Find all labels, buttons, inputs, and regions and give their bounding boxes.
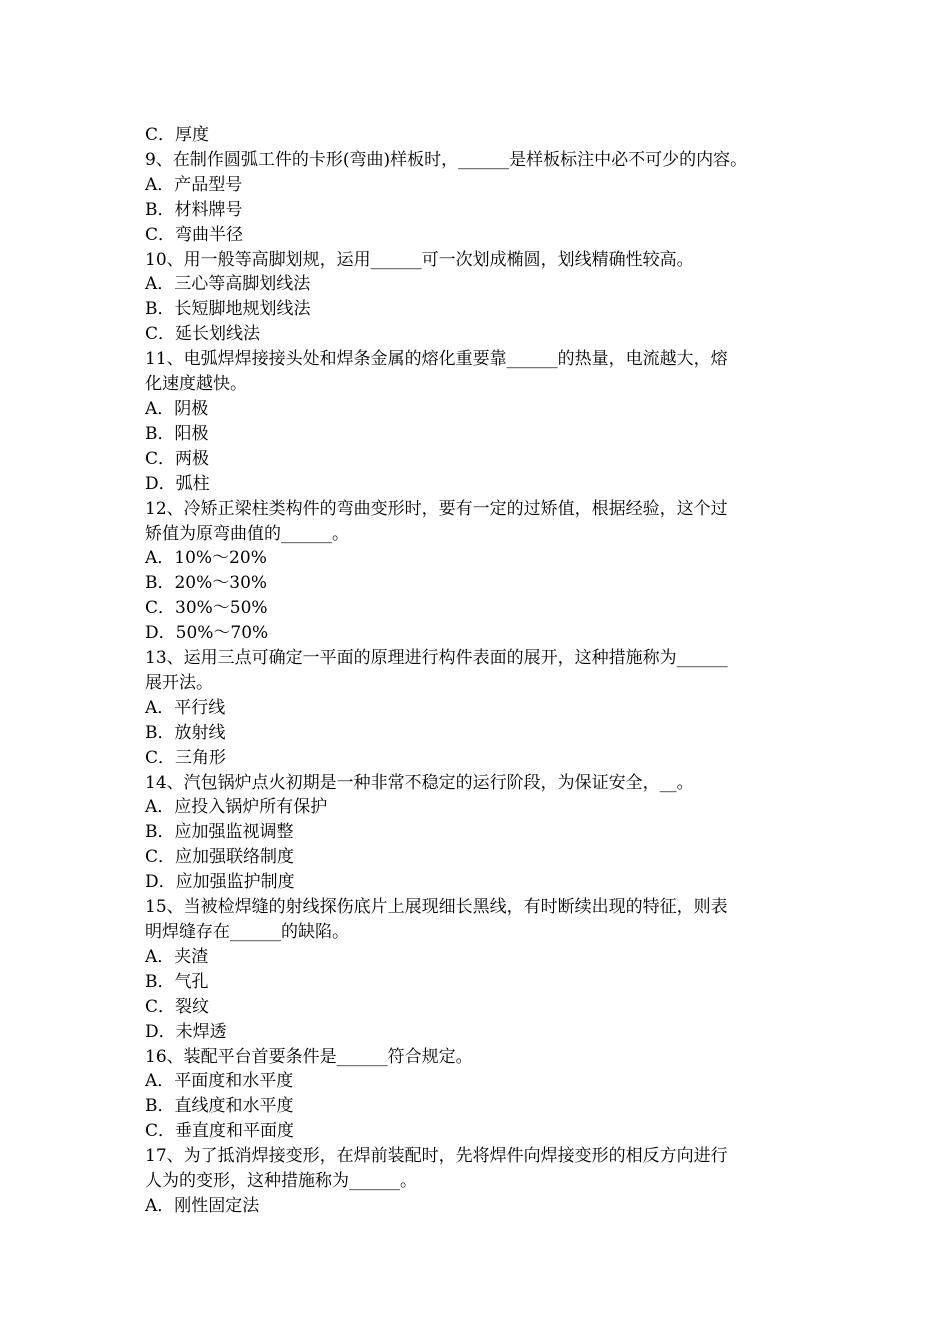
question-12-cont: 矫值为原弯曲值的______。 bbox=[145, 523, 349, 544]
option-line: A．应投入锅炉所有保护 bbox=[145, 797, 328, 818]
question-11-cont: 化速度越快。 bbox=[145, 374, 247, 395]
option-line: A．夹渣 bbox=[145, 946, 209, 967]
question-13-cont: 展开法。 bbox=[145, 672, 213, 693]
option-line: C．垂直度和平面度 bbox=[145, 1121, 295, 1142]
option-line: A．三心等高脚划线法 bbox=[145, 274, 311, 295]
question-15-cont: 明焊缝存在______的缺陷。 bbox=[145, 922, 349, 942]
option-line: B．气孔 bbox=[145, 971, 209, 992]
option-line: D．弧柱 bbox=[145, 473, 210, 494]
option-line: B．放射线 bbox=[145, 722, 226, 743]
option-line: C．延长划线法 bbox=[145, 324, 261, 345]
question-12: 12、冷矫正梁柱类构件的弯曲变形时，要有一定的过矫值，根据经验，这个过 bbox=[145, 498, 728, 519]
option-line: C．三角形 bbox=[145, 747, 227, 768]
option-line: C．裂纹 bbox=[145, 996, 210, 1017]
question-15: 15、当被检焊缝的射线探伤底片上展现细长黑线，有时断续出现的特征，则表 bbox=[145, 897, 728, 918]
option-line: C．应加强联络制度 bbox=[145, 847, 295, 868]
option-line: B．应加强监视调整 bbox=[145, 822, 294, 843]
question-14: 14、汽包锅炉点火初期是一种非常不稳定的运行阶段，为保证安全，__。 bbox=[145, 772, 694, 793]
question-17-cont: 人为的变形，这种措施称为______。 bbox=[145, 1171, 417, 1192]
text-line: C．厚度 bbox=[145, 125, 210, 145]
option-line: B．长短脚地规划线法 bbox=[145, 299, 311, 320]
option-line: A．平行线 bbox=[145, 697, 226, 718]
option-line: D．未焊透 bbox=[145, 1021, 227, 1042]
option-line: B．20%～30% bbox=[145, 573, 268, 594]
option-line: A．刚性固定法 bbox=[145, 1195, 260, 1216]
option-line: D．50%～70% bbox=[145, 623, 269, 644]
option-line: C．弯曲半径 bbox=[145, 224, 244, 245]
question-13: 13、运用三点可确定一平面的原理进行构件表面的展开，这种措施称为______ bbox=[145, 648, 728, 669]
option-line: C．30%～50% bbox=[145, 598, 268, 619]
document-body bbox=[145, 123, 810, 1219]
option-line: A．产品型号 bbox=[145, 174, 243, 195]
option-line: A．阴极 bbox=[145, 398, 209, 419]
option-line: A．平面度和水平度 bbox=[145, 1071, 294, 1092]
question-17: 17、为了抵消焊接变形，在焊前装配时，先将焊件向焊接变形的相反方向进行 bbox=[145, 1146, 728, 1167]
option-line: A．10%～20% bbox=[145, 548, 267, 569]
question-9: 9、在制作圆弧工件的卡形(弯曲)样板时，______是样板标注中必不可少的内容。 bbox=[145, 149, 748, 170]
option-line: B．阳极 bbox=[145, 423, 209, 444]
option-line: B．材料牌号 bbox=[145, 199, 243, 220]
question-16: 16、装配平台首要条件是______符合规定。 bbox=[145, 1046, 473, 1067]
question-11: 11、电弧焊焊接接头处和焊条金属的熔化重要靠______的热量，电流越大，熔 bbox=[145, 349, 728, 370]
option-line: C．两极 bbox=[145, 448, 210, 469]
option-line: D．应加强监护制度 bbox=[145, 872, 295, 893]
option-line: B．直线度和水平度 bbox=[145, 1096, 294, 1117]
question-10: 10、用一般等高脚划规，运用______可一次划成椭圆，划线精确性较高。 bbox=[145, 249, 694, 270]
